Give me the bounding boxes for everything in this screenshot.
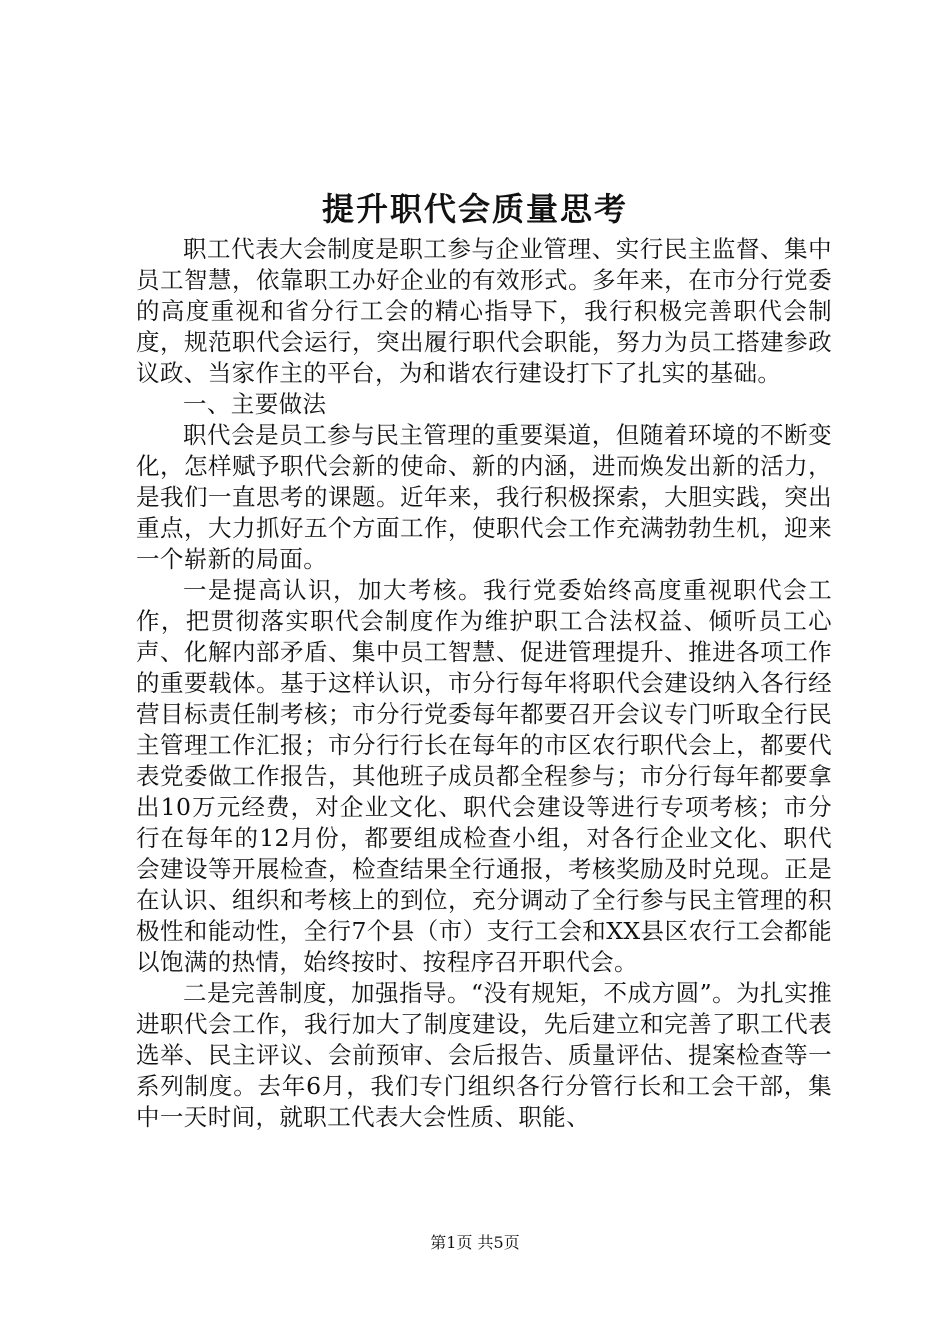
paragraph-point-two: 二是完善制度，加强指导。“没有规矩，不成方圆”。为扎实推进职代会工作，我行加大了制度建设，先后建立和完善了职工代表选举、民主评议、会前预审、会后报告、质量评估、提案检查等一系列制度。去年6月，我们专门组织各行分管行长和工会干部，集中一天时间，就职工代表大会性质、职能、: [136, 979, 832, 1131]
document-body: [136, 234, 832, 1133]
paragraph-intro: 职工代表大会制度是职工参与企业管理、实行民主监督、集中员工智慧，依靠职工办好企业的有效形式。多年来，在市分行党委的高度重视和省分行工会的精心指导下，我行积极完善职代会制度，规范职代会运行，突出履行职代会职能，努力为员工搭建参政议政、当家作主的平台，为和谐农行建设打下了扎实的基础。: [136, 235, 832, 387]
section-heading-main-practices: 一、主要做法: [183, 390, 327, 418]
page-footer: 第1页 共5页: [430, 1233, 520, 1252]
paragraph-point-one: 一是提高认识，加大考核。我行党委始终高度重视职代会工作，把贯彻落实职代会制度作为维护职工合法权益、倾听员工心声、化解内部矛盾、集中员工智慧、促进管理提升、推进各项工作的重要载体。基于这样认识，市分行每年将职代会建设纳入各行经营目标责任制考核；市分行党委每年都要召开会议专门听取全行民主管理工作汇报；市分行行长在每年的市区农行职代会上，都要代表党委做工作报告，其他班子成员都全程参与；市分行每年都要拿出10万元经费，对企业文化、职代会建设等进行专项考核；市分行在每年的12月份，都要组成检查小组，对各行企业文化、职代会建设等开展检查，检查结果全行通报，考核奖励及时兑现。正是在认识、组织和考核上的到位，充分调动了全行参与民主管理的积极性和能动性，全行7个县（市）支行工会和XX县区农行工会都能以饱满的热情，始终按时、按程序召开职代会。: [136, 576, 832, 976]
paragraph-practices-overview: 职代会是员工参与民主管理的重要渠道，但随着环境的不断变化，怎样赋予职代会新的使命、新的内涵，进而焕发出新的活力，是我们一直思考的课题。近年来，我行积极探索，大胆实践，突出重点，大力抓好五个方面工作，使职代会工作充满勃勃生机，迎来一个崭新的局面。: [136, 421, 832, 573]
document-title: 提升职代会质量思考: [321, 190, 628, 228]
